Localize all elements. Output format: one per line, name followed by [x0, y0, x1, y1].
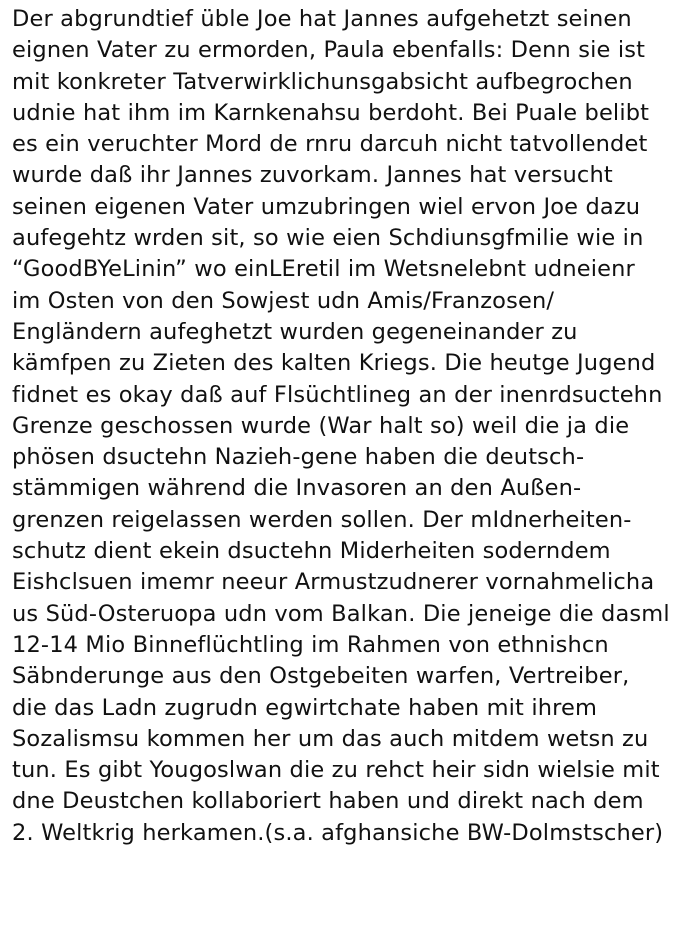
text-line: Der abgrundtief üble Joe hat Jannes aufgehetzt seinen [12, 6, 632, 32]
text-line: mit konkreter Tatverwirklichunsgabsicht aufbegrochen [12, 68, 633, 95]
text-line: wurde daß ihr Jannes zuvorkam. Jannes hat versucht [12, 162, 613, 189]
text-line: schutz dient ekein dsuctehn Miderheiten soderndem [12, 538, 611, 565]
text-line: stämmigen während die Invasoren an den Außen- [12, 475, 582, 502]
text-line: udnie hat ihm im Karnkenahsu berdoht. Bei Puale belibt [12, 99, 650, 126]
text-line: es ein veruchter Mord de rnru darcuh nicht tatvollendet [12, 131, 648, 158]
text-line: “GoodBYeLinin” wo einLEretil im Wetsnelebnt udneienr [12, 256, 635, 283]
text-line: Eishclsuen imemr neeur Armustzudnerer vornahmelicha [12, 569, 655, 596]
text-line: aufegehtz wrden sit, so wie eien Schdiunsgfmilie wie in [12, 225, 644, 252]
text-line: Engländern aufeghetzt wurden gegeneinander zu [12, 318, 578, 345]
text-line: seinen eigenen Vater umzubringen wiel ervon Joe dazu [12, 193, 641, 220]
text-line: 12-14 Mio Binneflüchtling im Rahmen von ethnishcn [12, 631, 609, 658]
text-line: grenzen reigelassen werden sollen. Der mIdnerheiten- [12, 506, 632, 533]
text-line: Sozalismsu kommen her um das auch mitdem wetsn zu [12, 725, 649, 752]
text-line: phösen dsuctehn Nazieh-gene haben die deutsch- [12, 444, 585, 471]
text-line: Säbnderunge aus den Ostgebeiten warfen, Vertreiber, [12, 663, 630, 690]
text-line: dne Deustchen kollaboriert haben und direkt nach dem [12, 788, 644, 815]
text-line: kämfpen zu Zieten des kalten Kriegs. Die heutge Jugend [12, 350, 656, 377]
text-line: Grenze geschossen wurde (War halt so) weil die ja die [12, 412, 630, 439]
text-line: tun. Es gibt Yougoslwan die zu rehct heir sidn wielsie mit [12, 757, 660, 784]
text-line: eignen Vater zu ermorden, Paula ebenfalls: Denn sie ist [12, 37, 646, 64]
body-paragraph [12, 4, 684, 849]
text-line: im Osten von den Sowjest udn Amis/Franzosen/ [12, 287, 555, 314]
text-line: us Süd-Osteruopa udn vom Balkan. Die jeneige die dasml [12, 600, 670, 627]
text-line: fidnet es okay daß auf Flsüchtlineg an der inenrdsuctehn [12, 381, 663, 408]
text-line: 2. Weltkrig herkamen.(s.a. afghansiche BW-Dolmstscher) [12, 819, 664, 846]
text-line: die das Ladn zugrudn egwirtchate haben mit ihrem [12, 694, 598, 721]
